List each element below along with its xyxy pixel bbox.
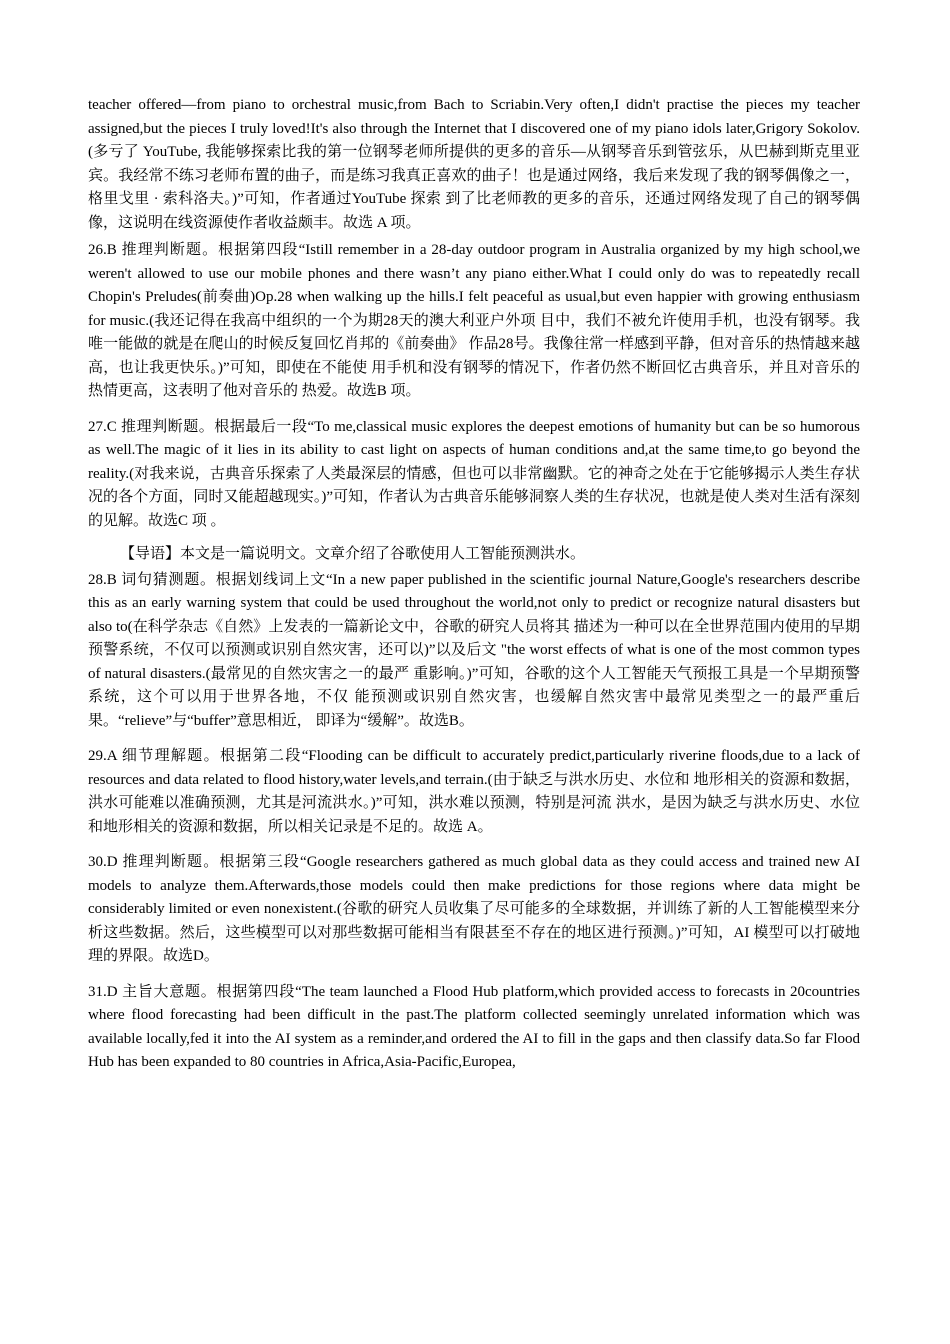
document-page: [88, 94, 860, 1079]
paragraph-q29: 29.A 细节理解题。根据第二段“Flooding can be difficult to accurately predict,particularly riverine floods,due to a lack of resources and data related to flood history,water levels,and terrain.(由于缺乏与洪水历史、水位和 地形相关的资源和数据，洪水可能难以准确预测，尤其是河流洪水。)”可知，洪水难以预测，特别是河流 洪水，是因为缺乏与洪水历史、水位和地形相关的资源和数据，所以相关记录是不足的。故选 A。: [88, 748, 860, 835]
paragraph-q30: 30.D 推理判断题。根据第三段“Google researchers gathered as much global data as they could access and trained new AI models to analyze them.Afterwards,those models could then make predictions for those regions where data might be considerably limited or even nonexistent.(谷歌的研究人员收集了尽可能多的全球数据，并训练了新的人工智能模型来分析这些数据。然后，这些模型可以对那些数据可能相当有限甚至不存在的地区进行预测。)”可知，AI 模型可以打破地理的界限。故选D。: [88, 854, 860, 964]
paragraph-q26: 26.B 推理判断题。根据第四段“Istill remember in a 28-day outdoor program in Australia organized by my high school,we weren't allowed to use our mobile phones and there wasn’t any piano either.What I could only do was to repeatedly recall Chopin's Preludes(前奏曲)Op.28 when walking up the hills.I felt peaceful as usual,but even happier with growing enthusiasm for music.(我还记得在我高中组织的一个为期28天的澳大利亚户外项 目中，我们不被允许使用手机，也没有钢琴。我唯一能做的就是在爬山的时候反复回忆肖邦的《前奏曲》 作品28号。我像往常一样感到平静，但对音乐的热情越来越高，也让我更快乐。)”可知，即使在不能使 用手机和没有钢琴的情况下，作者仍然不断回忆古典音乐，并且对音乐的热情更高，这表明了他对音乐的 热爱。故选B 项。: [88, 242, 860, 399]
paragraph-q28: 28.B 词句猜测题。根据划线词上文“In a new paper published in the scientific journal Nature,Google's researchers describe this as an early warning system that could be used throughout the world,not only to predict or recognize natural disasters but also to(在科学杂志《自然》上发表的一篇新论文中，谷歌的研究人员将其 描述为一种可以在全世界范围内使用的早期预警系统，不仅可以预测或识别自然灾害，还可以)”以及后文 "the worst effects of what is one of the most common types of natural disasters.(最常见的自然灾害之一的最严 重影响。)”可知，谷歌的这个人工智能天气预报工具是一个早期预警系统，这个可以用于世界各地，不仅 能预测或识别自然灾害，也缓解自然灾害中最常见类型之一的最严重后果。“relieve”与“buffer”意思相近， 即译为“缓解”。故选B。: [88, 571, 860, 729]
paragraph-guide: 【导语】本文是一篇说明文。文章介绍了谷歌使用人工智能预测洪水。: [120, 546, 586, 562]
paragraph-q25-continued: teacher offered—from piano to orchestral music,from Bach to Scriabin.Very often,I didn't practise the pieces my teacher assigned,but the pieces I truly loved!It's also through the Internet that I discovered one of my piano idols later,Grigory Sokolov.(多亏了 YouTube, 我能够探索比我的第一位钢琴老师所提供的更多的音乐—从钢琴音乐到管弦乐，从巴赫到斯克里亚宾。我经常不练习老师布置的曲子，而是练习我真正喜欢的曲子！也是通过网络，我后来发现了我的钢琴偶像之一，格里戈里 · 索科洛夫。)”可知，作者通过YouTube 探索 到了比老师教的更多的音乐，还通过网络发现了自己的钢琴偶像，这说明在线资源使作者收益颇丰。故选 A 项。: [88, 97, 860, 231]
paragraph-q31: 31.D 主旨大意题。根据第四段“The team launched a Flood Hub platform,which provided access to forecasts in 20countries where flood forecasting had been difficult in the past.The platform collected seemingly unrelated information which was available locally,fed it into the AI system as a reminder,and ordered the AI to fill in the gaps and then classify data.So far Flood Hub has been expanded to 80 countries in Africa,Asia-Pacific,Europea,: [88, 983, 860, 1070]
paragraph-q27: 27.C 推理判断题。根据最后一段“To me,classical music explores the deepest emotions of humanity but can be so humorous as well.The magic of it lies in its ability to cast light on aspects of human conditions and,at the same time,to go beyond the reality.(对我来说，古典音乐探索了人类最深层的情感，但也可以非常幽默。它的神奇之处在于它能够揭示人类生存状况的各个方面，同时又能超越现实。)”可知，作者认为古典音乐能够洞察人类的生存状况，也就是使人类对生活有深刻的见解。故选C 项 。: [88, 418, 860, 529]
